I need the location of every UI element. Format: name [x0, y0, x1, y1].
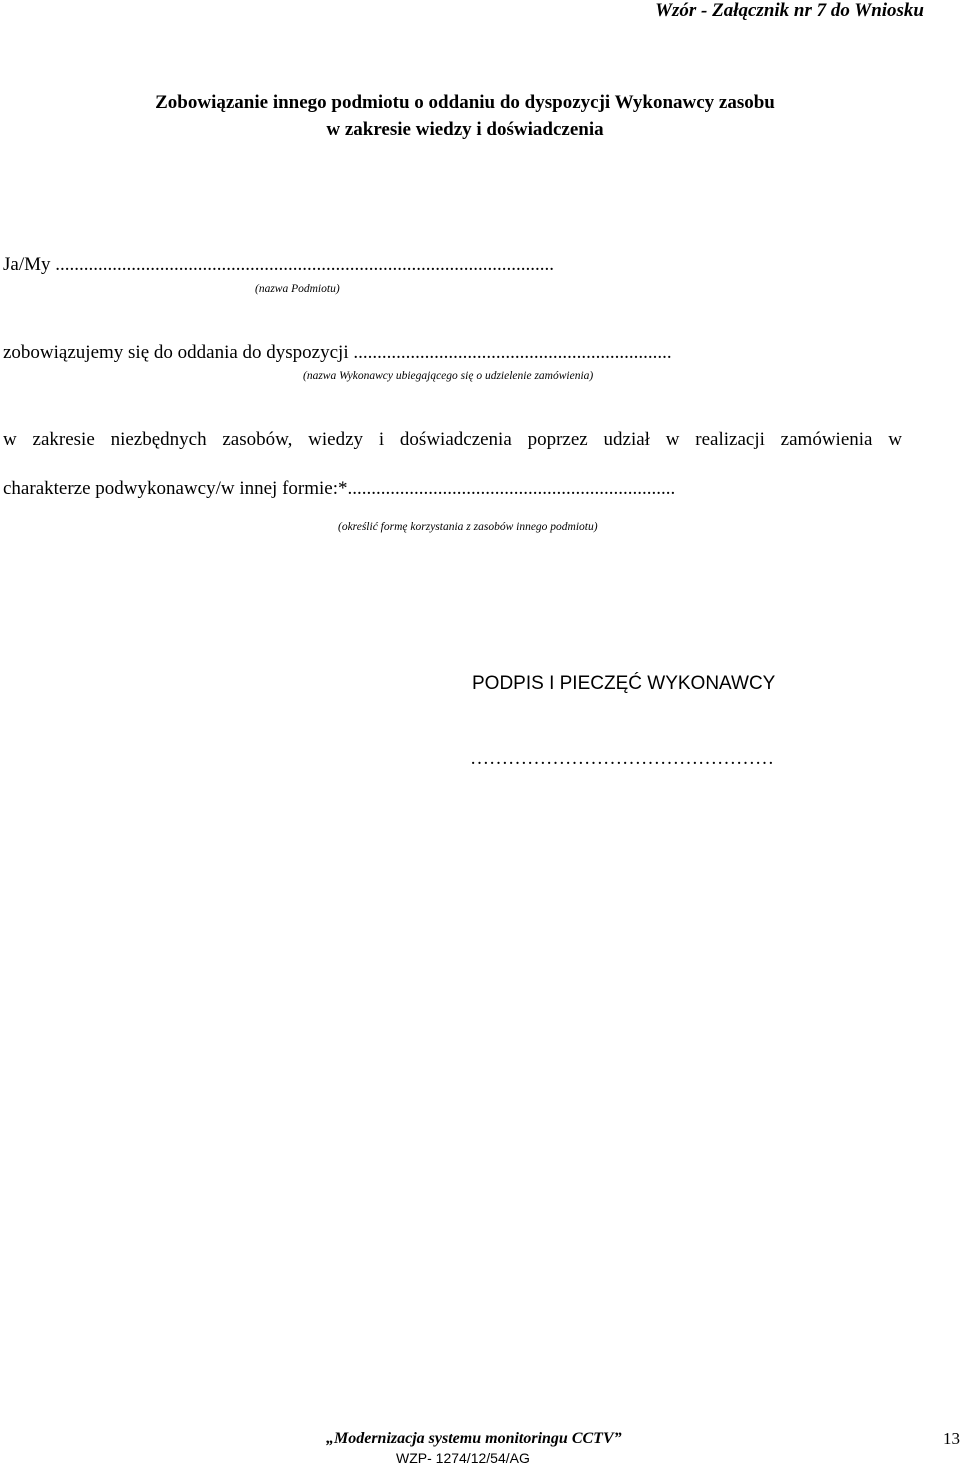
document-title-line-2: w zakresie wiedzy i doświadczenia — [326, 119, 604, 140]
footer-project-title: „Modernizacja systemu monitoringu CCTV” — [326, 1430, 622, 1447]
attachment-note: Wzór - Załącznik nr 7 do Wniosku — [655, 0, 924, 21]
form-of-use-caption: (określić formę korzystania z zasobów innego podmiotu) — [338, 521, 598, 533]
scope-statement-line: w zakresie niezbędnych zasobów, wiedzy i doświadczenia poprzez udział w realizacji zamówienia w — [3, 429, 902, 450]
entity-name-caption: (nazwa Podmiotu) — [255, 283, 340, 295]
page-number: 13 — [943, 1429, 960, 1448]
footer-reference-code: WZP- 1274/12/54/AG — [396, 1450, 530, 1466]
contractor-name-caption: (nazwa Wykonawcy ubiegającego się o udzielenie zamówienia) — [303, 370, 594, 382]
entity-name-line: Ja/My ......................................................................................................... — [3, 254, 554, 275]
signature-line: ………………………………………… — [470, 748, 774, 769]
document-title-line-1: Zobowiązanie innego podmiotu o oddaniu do dyspozycji Wykonawcy zasobu — [155, 92, 775, 113]
form-of-use-line: charakterze podwykonawcy/w innej formie:*..................................................................... — [3, 478, 676, 499]
contractor-name-line: zobowiązujemy się do oddania do dyspozycji ................................................................... — [3, 342, 672, 363]
signature-label: PODPIS I PIECZĘĆ WYKONAWCY — [472, 673, 776, 694]
